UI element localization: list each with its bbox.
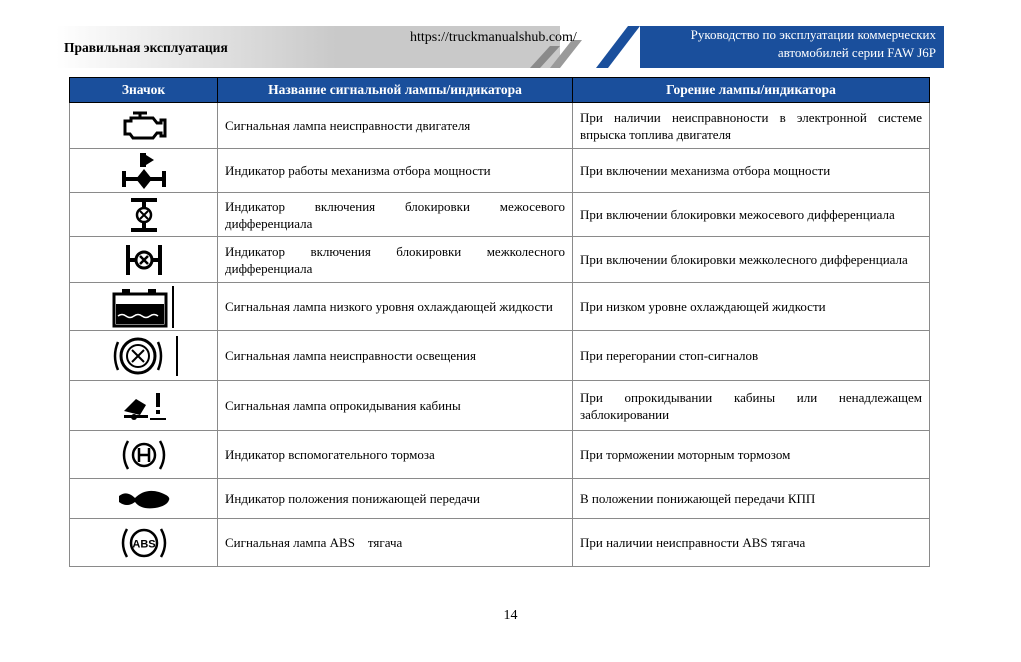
table-row: [70, 237, 930, 283]
lamp-condition: При перегорании стоп-сигналов: [573, 331, 930, 381]
manual-title-box: [640, 26, 944, 68]
lamp-condition: При включении блокировки межколесного дифференциала: [573, 237, 930, 283]
lamp-condition: При включении блокировки межосевого дифференциала: [573, 193, 930, 237]
engine-malfunction-icon: [119, 109, 169, 143]
cab-tilt-icon: [120, 389, 168, 423]
table-row: [70, 103, 930, 149]
lamp-name: Индикатор включения блокировки межколесного дифференциала: [218, 237, 573, 283]
table-row: [70, 331, 930, 381]
abs-icon: [120, 523, 168, 563]
table-row: [70, 381, 930, 431]
lamp-condition: При низком уровне охлаждающей жидкости: [573, 283, 930, 331]
lamp-condition: При наличии неисправности ABS тягача: [573, 519, 930, 567]
lamp-name: Сигнальная лампа опрокидывания кабины: [218, 381, 573, 431]
inter-axle-lock-icon: [129, 196, 159, 234]
table-row: [70, 479, 930, 519]
low-range-gear-icon: [117, 486, 171, 512]
section-title: Правильная эксплуатация: [64, 40, 228, 55]
lamp-name: Индикатор включения блокировки межосевого дифференциала: [218, 193, 573, 237]
table-row: [70, 519, 930, 567]
auxiliary-brake-icon: [121, 437, 167, 473]
lamp-condition: В положении понижающей передачи КПП: [573, 479, 930, 519]
lamp-name: Сигнальная лампа неисправности двигателя: [218, 103, 573, 149]
pto-icon: [118, 151, 170, 191]
manual-title-line1: Руководство по эксплуатации коммерческих: [690, 27, 936, 42]
table-row: [70, 193, 930, 237]
manual-title-line2: автомобилей серии FAW J6P: [777, 45, 936, 60]
table-row: [70, 149, 930, 193]
column-header-condition: Горение лампы/индикатора: [573, 78, 930, 103]
lamp-condition: При наличии неисправноности в электронной системе впрыска топлива двигателя: [573, 103, 930, 149]
lamp-name: Сигнальная лампа неисправности освещения: [218, 331, 573, 381]
lamp-name: Сигнальная лампа низкого уровня охлаждающей жидкости: [218, 283, 573, 331]
lamp-condition: При опрокидывании кабины или ненадлежащем заблокировании: [573, 381, 930, 431]
column-header-name: Название сигнальной лампы/индикатора: [218, 78, 573, 103]
page-number: 14: [503, 608, 518, 623]
source-url: https://truckmanualshub.com/: [410, 30, 577, 45]
lamp-name: Индикатор положения понижающей передачи: [218, 479, 573, 519]
indicator-table: [69, 77, 930, 567]
inter-wheel-lock-icon: [124, 243, 164, 277]
table-header-row: [70, 78, 930, 103]
lamp-name: Индикатор работы механизма отбора мощности: [218, 149, 573, 193]
lamp-condition: При торможении моторным тормозом: [573, 431, 930, 479]
lamp-name: Индикатор вспомогательного тормоза: [218, 431, 573, 479]
column-header-icon: Значок: [70, 78, 218, 103]
lamp-name: Сигнальная лампа ABS тягача: [218, 519, 573, 567]
lighting-fault-icon: [108, 334, 180, 378]
table-row: [70, 283, 930, 331]
svg-text:ABS: ABS: [131, 538, 156, 550]
coolant-level-icon: [112, 286, 176, 328]
lamp-condition: При включении механизма отбора мощности: [573, 149, 930, 193]
table-row: [70, 431, 930, 479]
